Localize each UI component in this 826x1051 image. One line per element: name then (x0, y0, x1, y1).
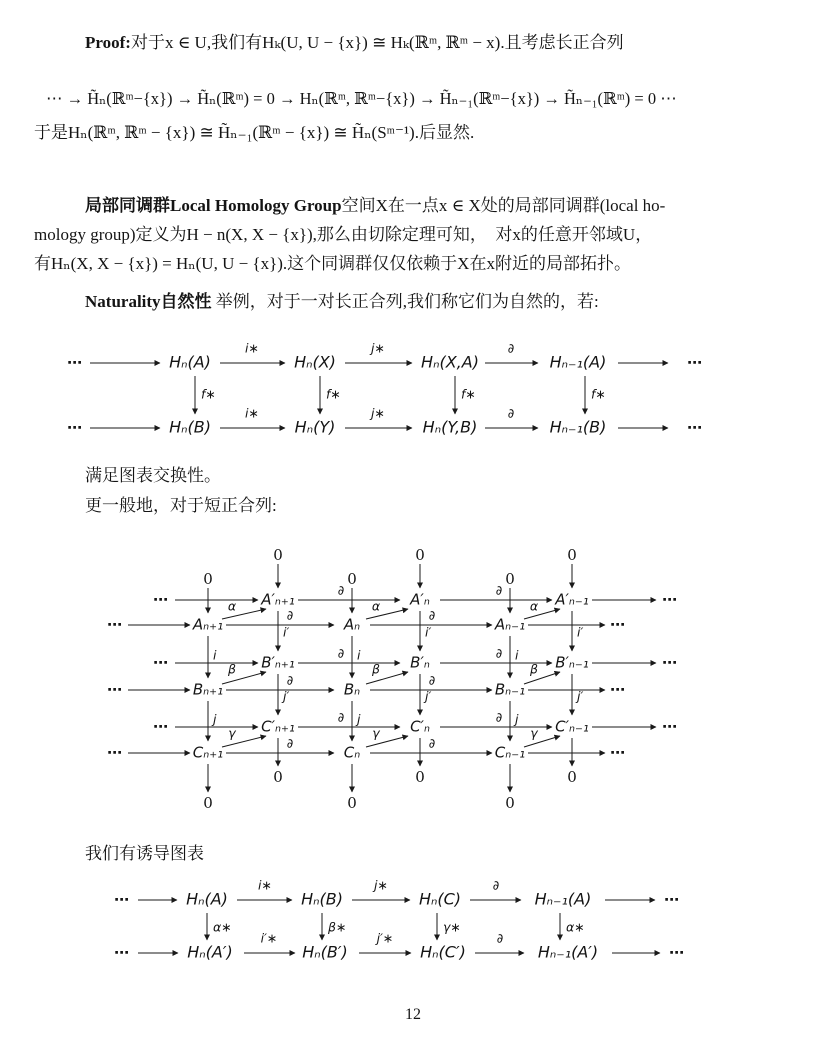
proof-keyword: Proof: (85, 33, 131, 52)
boundary-label: ∂ (428, 672, 436, 688)
boundary-label: ∂ (286, 607, 294, 623)
boundary-label: ∂ (428, 735, 436, 751)
boundary-label: ∂ (337, 582, 345, 598)
dots: ⋯ (153, 717, 169, 736)
dots: ⋯ (662, 717, 678, 736)
boundary-label: ∂ (337, 645, 345, 661)
zero: 0 (347, 794, 357, 812)
dots: ⋯ (67, 353, 83, 372)
node: Hₙ₋₁(B) (549, 417, 607, 437)
dots: ⋯ (662, 590, 678, 609)
zero: 0 (415, 768, 425, 786)
node: C′ₙ₊₁ (261, 717, 295, 736)
arrow-label: i∗ (258, 877, 272, 893)
dots: ⋯ (687, 418, 703, 437)
zero: 0 (203, 570, 213, 588)
arrow-label: α∗ (566, 919, 585, 935)
map-label: j′ (425, 688, 432, 704)
commutativity-line: 满足图表交换性。 (85, 466, 221, 485)
node: Hₙ(A) (169, 352, 211, 372)
arrow-label: α∗ (213, 919, 232, 935)
naturality-line (85, 292, 599, 312)
node: C′ₙ₋₁ (555, 717, 589, 736)
map-label: β (530, 661, 538, 677)
dots: ⋯ (662, 653, 678, 672)
dots: ⋯ (610, 615, 626, 634)
dots: ⋯ (107, 680, 123, 699)
map-label: i (357, 647, 361, 663)
boundary-label: ∂ (495, 582, 503, 598)
arrow-label: γ∗ (443, 919, 461, 935)
d1-top-row (67, 341, 703, 372)
map-label: i (515, 647, 519, 663)
map-label: β (372, 661, 380, 677)
boundary-label: ∂ (286, 735, 294, 751)
map-label: j (515, 711, 519, 727)
zero: 0 (203, 794, 213, 812)
zero: 0 (415, 546, 425, 564)
dots: ⋯ (107, 615, 123, 634)
zero: 0 (567, 768, 577, 786)
arrow-label: f∗ (461, 386, 476, 402)
dots: ⋯ (153, 653, 169, 672)
arrow-label: f∗ (201, 386, 216, 402)
node: Hₙ(C′) (420, 942, 466, 962)
map-label: γ (228, 725, 236, 741)
boundary-label: ∂ (428, 607, 436, 623)
map-label: α (529, 598, 539, 614)
node: Aₙ (343, 615, 361, 634)
boundary-label: ∂ (337, 709, 345, 725)
node: Bₙ₊₁ (192, 680, 224, 699)
local-homology-heading: 局部同调群Local Homology Group (85, 196, 342, 215)
local-homology-line3: 有Hₙ(X, X − {x}) = Hₙ(U, U − {x}).这个同调群仅仅依赖于X在x附近的局部拓扑。 (34, 254, 631, 273)
page-number: 12 (405, 1006, 421, 1023)
node: Hₙ(A′) (187, 942, 233, 962)
node: Hₙ₋₁(A) (534, 889, 592, 909)
arrow-label: f∗ (326, 386, 341, 402)
node: Bₙ (343, 680, 361, 699)
dots: ⋯ (610, 743, 626, 762)
arrow-label: ∂ (492, 877, 500, 893)
arrow-label: ∂ (496, 930, 504, 946)
node: Hₙ(B′) (302, 942, 348, 962)
node: B′ₙ₊₁ (261, 653, 295, 672)
map-label: γ (530, 725, 538, 741)
d3-bottom-row (114, 931, 685, 962)
node: B′ₙ₋₁ (555, 653, 589, 672)
map-label: α (371, 598, 381, 614)
boundary-label: ∂ (495, 709, 503, 725)
arrow-label: i′∗ (260, 930, 278, 946)
dots: ⋯ (114, 943, 130, 962)
naturality-heading: Naturality自然性 (85, 292, 212, 311)
arrow-label: i∗ (245, 405, 259, 421)
zero: 0 (273, 768, 283, 786)
node: Aₙ₊₁ (192, 615, 224, 634)
node: Hₙ(X) (294, 352, 336, 372)
d3-top-row (114, 878, 680, 909)
zero: 0 (567, 546, 577, 564)
map-label: α (227, 598, 237, 614)
long-exact-sequence-line: ⋯ → H̃ₙ(ℝᵐ−{x}) → H̃ₙ(ℝᵐ) = 0 → Hₙ(ℝᵐ, ℝᵐ−{x}) → H̃ₙ₋₁(ℝᵐ−{x}) → H̃ₙ₋₁(ℝᵐ) = 0 ⋯ (46, 89, 677, 108)
node: Hₙ₋₁(A′) (537, 942, 599, 962)
local-homology-text1: 空间X在一点x ∈ X处的局部同调群(local ho- (341, 196, 666, 215)
more-general-line: 更一般地，对于短正合列: (85, 496, 277, 515)
dots: ⋯ (67, 418, 83, 437)
node: Hₙ(Y) (294, 417, 336, 437)
d1-bottom-row (67, 406, 703, 437)
map-label: i′ (283, 624, 290, 640)
naturality-ladder-diagram (40, 340, 790, 450)
conclusion-line: 于是Hₙ(ℝᵐ, ℝᵐ − {x}) ≅ H̃ₙ₋₁(ℝᵐ − {x}) ≅ H̃ₙ(Sᵐ⁻¹).后显然. (34, 123, 475, 142)
boundary-label: ∂ (495, 645, 503, 661)
node: Hₙ(C) (418, 889, 462, 909)
map-label: i (213, 647, 217, 663)
node: Cₙ₊₁ (192, 743, 224, 762)
arrow-label: f∗ (591, 386, 606, 402)
arrow-label: β∗ (328, 919, 347, 935)
node: Hₙ(B) (169, 417, 211, 437)
arrow-label: i∗ (245, 340, 259, 356)
dots: ⋯ (664, 890, 680, 909)
dots: ⋯ (687, 353, 703, 372)
node: Cₙ (343, 743, 361, 762)
arrow-label: ∂ (507, 340, 515, 356)
node: Hₙ₋₁(A) (549, 352, 607, 372)
node: A′ₙ (410, 590, 430, 609)
dots: ⋯ (610, 680, 626, 699)
proof-line (85, 33, 624, 53)
map-label: β (228, 661, 236, 677)
dots: ⋯ (107, 743, 123, 762)
node: Bₙ₋₁ (494, 680, 526, 699)
d2-row-a (107, 608, 626, 634)
arrow-label: j′∗ (376, 930, 394, 946)
zero: 0 (505, 570, 515, 588)
boundary-label: ∂ (286, 672, 294, 688)
short-exact-sequence-diagram (60, 535, 760, 825)
node: A′ₙ₊₁ (261, 590, 295, 609)
node: A′ₙ₋₁ (555, 590, 589, 609)
arrow-label: j∗ (371, 405, 385, 421)
map-label: i′ (425, 624, 432, 640)
zero: 0 (347, 570, 357, 588)
local-homology-line1 (85, 196, 665, 216)
node: Hₙ(Y,B) (422, 417, 478, 437)
map-label: j′ (283, 688, 290, 704)
node: Hₙ(B) (301, 889, 343, 909)
node: B′ₙ (410, 653, 430, 672)
dots: ⋯ (669, 943, 685, 962)
node: Hₙ(A) (186, 889, 228, 909)
naturality-text: 举例，对于一对长正合列,我们称它们为自然的，若: (211, 292, 599, 311)
dots: ⋯ (114, 890, 130, 909)
map-label: γ (372, 725, 380, 741)
node: Hₙ(X,A) (421, 352, 479, 372)
arrow-label: j∗ (371, 340, 385, 356)
dots: ⋯ (153, 590, 169, 609)
map-label: j (357, 711, 361, 727)
map-label: j (213, 711, 217, 727)
induced-ladder-diagram (60, 878, 740, 988)
zero: 0 (273, 546, 283, 564)
arrow-label: ∂ (507, 405, 515, 421)
zero: 0 (505, 794, 515, 812)
node: C′ₙ (410, 717, 430, 736)
arrow-label: j∗ (374, 877, 388, 893)
local-homology-line2: mology group)定义为H − n(X, X − {x}),那么由切除定理可知， 对x的任意开邻域U， (34, 225, 653, 244)
proof-text: 对于x ∈ U,我们有Hₖ(U, U − {x}) ≅ Hₖ(ℝᵐ, ℝᵐ − x).且考虑长正合列 (130, 33, 624, 52)
map-label: j′ (577, 688, 584, 704)
node: Cₙ₋₁ (494, 743, 526, 762)
induced-diagram-line: 我们有诱导图表 (85, 844, 204, 863)
map-label: i′ (577, 624, 584, 640)
node: Aₙ₋₁ (494, 615, 526, 634)
